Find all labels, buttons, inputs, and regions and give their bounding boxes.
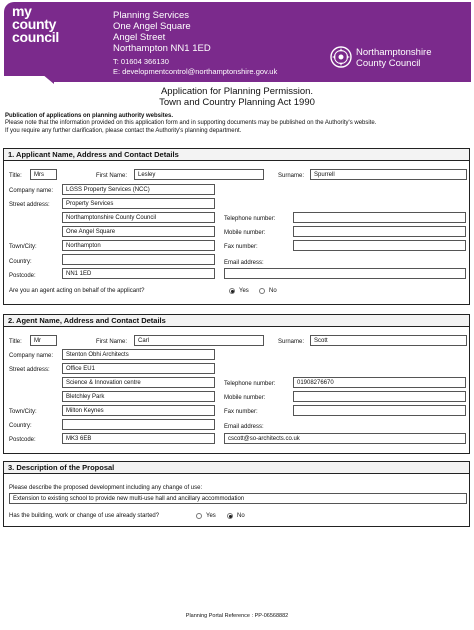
postcode-field[interactable]: NN1 1ED [62,268,215,279]
street-field-3[interactable]: One Angel Square [62,226,215,237]
mobile-field[interactable] [293,226,466,237]
telephone-label: Telephone number: [224,216,276,222]
applicant-section-heading: 1. Applicant Name, Address and Contact Details [3,148,470,161]
town-label: Town/City: [9,244,37,250]
company-field[interactable]: LGSS Property Services (NCC) [62,184,215,195]
publication-line: If you require any further clarification, please contact the Authority's planning department. [5,127,242,134]
started-yes-radio[interactable] [196,513,202,519]
agent-street-field-2[interactable]: Science & Innovation centre [62,377,215,388]
agent-street-field-3[interactable]: Bletchley Park [62,391,215,402]
describe-label: Please describe the proposed development including any change of use: [9,485,203,491]
agent-surname-label: Surname: [278,339,305,345]
council-address [113,10,211,54]
postcode-label: Postcode: [9,273,36,279]
town-field[interactable]: Northampton [62,240,215,251]
street-field-2[interactable]: Northamptonshire County Council [62,212,215,223]
agent-surname-field[interactable]: Scott [310,335,467,346]
agent-country-field[interactable] [62,419,215,430]
mobile-label: Mobile number: [224,230,266,236]
agent-no-label: No [269,288,277,294]
address-line: One Angel Square [113,21,191,32]
logo-speech-tail [42,74,54,84]
country-label: Country: [9,259,32,265]
agent-telephone-label: Telephone number: [224,381,276,387]
started-question: Has the building, work or change of use already started? [9,513,160,519]
fax-label: Fax number: [224,244,258,250]
logo-text [12,5,82,44]
first-name-field[interactable]: Lesley [134,169,264,180]
nc-line-2: County Council [356,58,421,69]
agent-town-label: Town/City: [9,409,37,415]
address-line: Planning Services [113,10,190,21]
logo-line-2: county [12,16,57,32]
planning-portal-reference: Planning Portal Reference : PP-06568882 [185,613,289,619]
started-no-radio[interactable] [227,513,233,519]
agent-mobile-field[interactable] [293,391,466,402]
title-field[interactable]: Mrs [30,169,57,180]
agent-no-radio[interactable] [259,288,265,294]
telephone-field[interactable] [293,212,466,223]
agent-first-name-label: First Name: [96,339,128,345]
agent-fax-label: Fax number: [224,409,258,415]
street-field-1[interactable]: Property Services [62,198,215,209]
email-label: Email address: [224,260,264,266]
agent-title-field[interactable]: Mr [30,335,57,346]
company-label: Company name: [9,188,54,194]
agent-street-field-1[interactable]: Office EU1 [62,363,215,374]
surname-field[interactable]: Spurrell [310,169,467,180]
address-line: Angel Street [113,32,166,43]
agent-email-label: Email address: [224,424,264,430]
started-no-label: No [237,513,245,519]
agent-yes-radio[interactable] [229,288,235,294]
nc-line-1: Northamptonshire [356,47,432,58]
phone-text: T: 01604 366130 [113,57,169,66]
surname-label: Surname: [278,173,305,179]
agent-title-label: Title: [9,339,22,345]
country-field[interactable] [62,254,215,265]
agent-company-label: Company name: [9,353,54,359]
agent-fax-field[interactable] [293,405,466,416]
email-field[interactable] [224,268,466,279]
publication-heading: Publication of applications on planning authority websites. [5,113,174,119]
first-name-label: First Name: [96,173,128,179]
form-title: Application for Planning Permission. [160,86,314,97]
agent-email-field[interactable]: cscott@so-architects.co.uk [224,433,466,444]
agent-first-name-field[interactable]: Carl [134,335,264,346]
fax-field[interactable] [293,240,466,251]
agent-section-heading: 2. Agent Name, Address and Contact Details [3,314,470,327]
agent-town-field[interactable]: Milton Keynes [62,405,215,416]
agent-street-label: Street address: [9,367,50,373]
logo-line-3: council [12,29,59,45]
agent-question: Are you an agent acting on behalf of the applicant? [9,288,145,294]
publication-line: Please note that the information provided on this application form and in supporting documents may be published on the Authority's website. [5,120,377,126]
nc-brand-text [356,47,432,69]
title-label: Title: [9,173,22,179]
agent-company-field[interactable]: Stenton Obhi Architects [62,349,215,360]
agent-country-label: Country: [9,423,32,429]
logo-line-1: my [12,3,32,19]
street-label: Street address: [9,202,50,208]
agent-mobile-label: Mobile number: [224,395,266,401]
agent-postcode-label: Postcode: [9,437,36,443]
proposal-section-heading: 3. Description of the Proposal [3,461,470,474]
started-yes-label: Yes [206,513,216,519]
agent-yes-label: Yes [239,288,249,294]
agent-postcode-field[interactable]: MK3 6EB [62,433,215,444]
address-line: Northampton NN1 1ED [113,43,211,54]
describe-field[interactable]: Extension to existing school to provide new multi-use hall and ancillary accommodation [9,493,467,504]
rose-emblem-icon [330,46,352,68]
email-text: E: developmentcontrol@northamptonshire.gov.uk [113,66,278,76]
publication-notice [5,120,470,135]
council-contact [113,57,277,76]
form-subtitle: Town and Country Planning Act 1990 [159,97,315,108]
agent-telephone-field[interactable]: 01908276670 [293,377,466,388]
